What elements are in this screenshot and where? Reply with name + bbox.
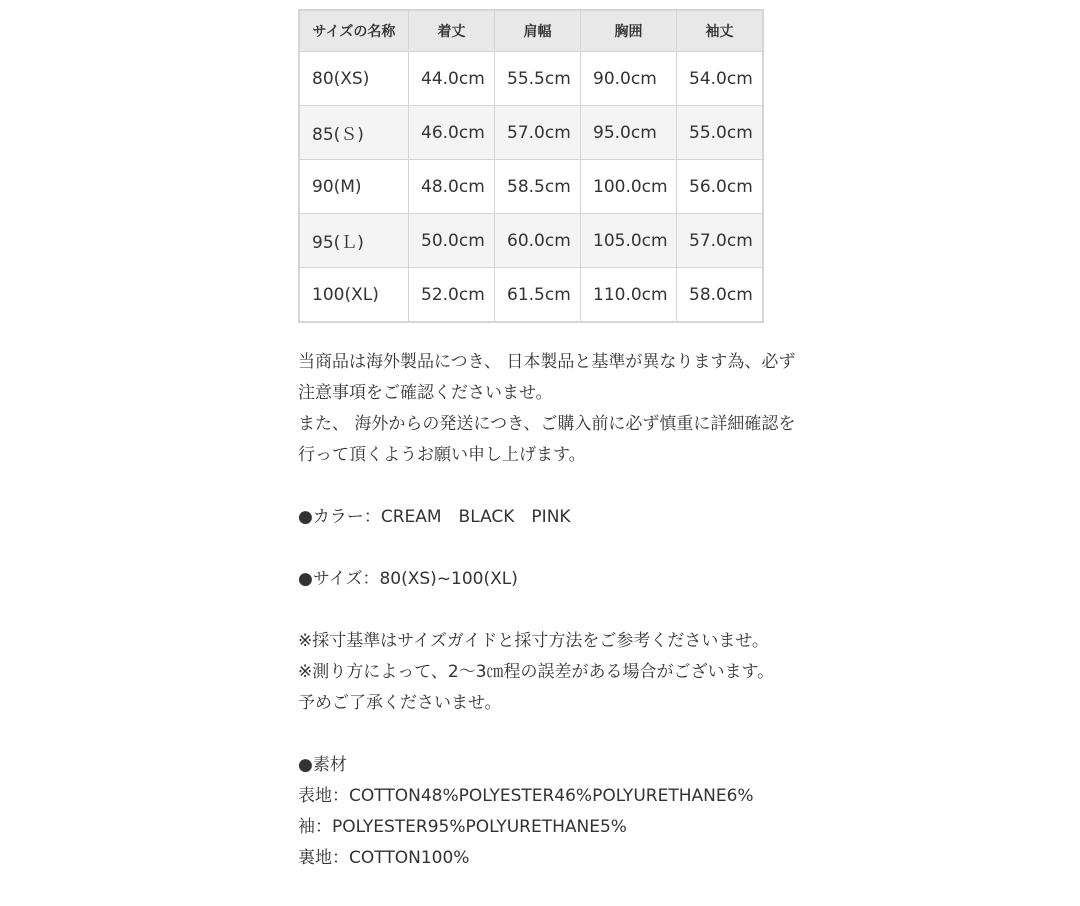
cell-length: 52.0cm (409, 268, 495, 323)
notes-text (298, 347, 818, 874)
table-row (299, 106, 763, 160)
cell-shoulder: 57.0cm (495, 106, 581, 160)
cell-shoulder: 58.5cm (495, 160, 581, 214)
material-line: 袖：POLYESTER95%POLYURETHANE5% (298, 817, 627, 837)
measure-note: ※採寸基準はサイズガイドと採寸方法をご参考くださいませ。 (298, 631, 769, 651)
cell-chest: 100.0cm (581, 160, 677, 214)
size-range-line: ●サイズ：80(XS)~100(XL) (298, 569, 518, 589)
cell-size: 95(Ｌ) (299, 214, 409, 268)
measure-note: 予めご了承くださいませ。 (298, 693, 502, 713)
table-row (299, 214, 763, 268)
cell-shoulder: 55.5cm (495, 52, 581, 106)
cell-length: 44.0cm (409, 52, 495, 106)
measure-note: ※測り方によって、2〜3㎝程の誤差がある場合がございます。 (298, 662, 775, 682)
cell-size: 85(Ｓ) (299, 106, 409, 160)
cell-shoulder: 60.0cm (495, 214, 581, 268)
header-shoulder: 肩幅 (495, 10, 581, 52)
cell-length: 48.0cm (409, 160, 495, 214)
blank-line (298, 533, 818, 564)
notice-line: 注意事項をご確認くださいませ。 (298, 383, 553, 403)
product-description (298, 9, 818, 874)
cell-chest: 105.0cm (581, 214, 677, 268)
cell-chest: 95.0cm (581, 106, 677, 160)
cell-sleeve: 55.0cm (677, 106, 764, 160)
cell-chest: 110.0cm (581, 268, 677, 323)
material-title: ●素材 (298, 755, 347, 775)
table-row (299, 160, 763, 214)
header-chest: 胸囲 (581, 10, 677, 52)
cell-size: 100(XL) (299, 268, 409, 323)
cell-size: 80(XS) (299, 52, 409, 106)
header-size-name: サイズの名称 (299, 10, 409, 52)
notice-line: また、 海外からの発送につき、ご購入前に必ず慎重に詳細確認を (298, 414, 796, 434)
cell-chest: 90.0cm (581, 52, 677, 106)
cell-size: 90(M) (299, 160, 409, 214)
table-row (299, 52, 763, 106)
color-line: ●カラー：CREAM BLACK PINK (298, 507, 571, 527)
cell-length: 50.0cm (409, 214, 495, 268)
size-table-header-row (299, 10, 763, 52)
cell-sleeve: 56.0cm (677, 160, 764, 214)
blank-line (298, 471, 818, 502)
cell-sleeve: 57.0cm (677, 214, 764, 268)
blank-line (298, 595, 818, 626)
notice-line: 行って頂くようお願い申し上げます。 (298, 445, 586, 465)
cell-shoulder: 61.5cm (495, 268, 581, 323)
cell-sleeve: 54.0cm (677, 52, 764, 106)
header-length: 着丈 (409, 10, 495, 52)
material-line: 表地：COTTON48%POLYESTER46%POLYURETHANE6% (298, 786, 754, 806)
header-sleeve: 袖丈 (677, 10, 764, 52)
material-line: 裏地：COTTON100% (298, 848, 470, 868)
blank-line (298, 719, 818, 750)
cell-length: 46.0cm (409, 106, 495, 160)
cell-sleeve: 58.0cm (677, 268, 764, 323)
size-table (298, 9, 764, 323)
notice-line: 当商品は海外製品につき、 日本製品と基準が異なります為、必ず (298, 352, 796, 372)
table-row (299, 268, 763, 323)
